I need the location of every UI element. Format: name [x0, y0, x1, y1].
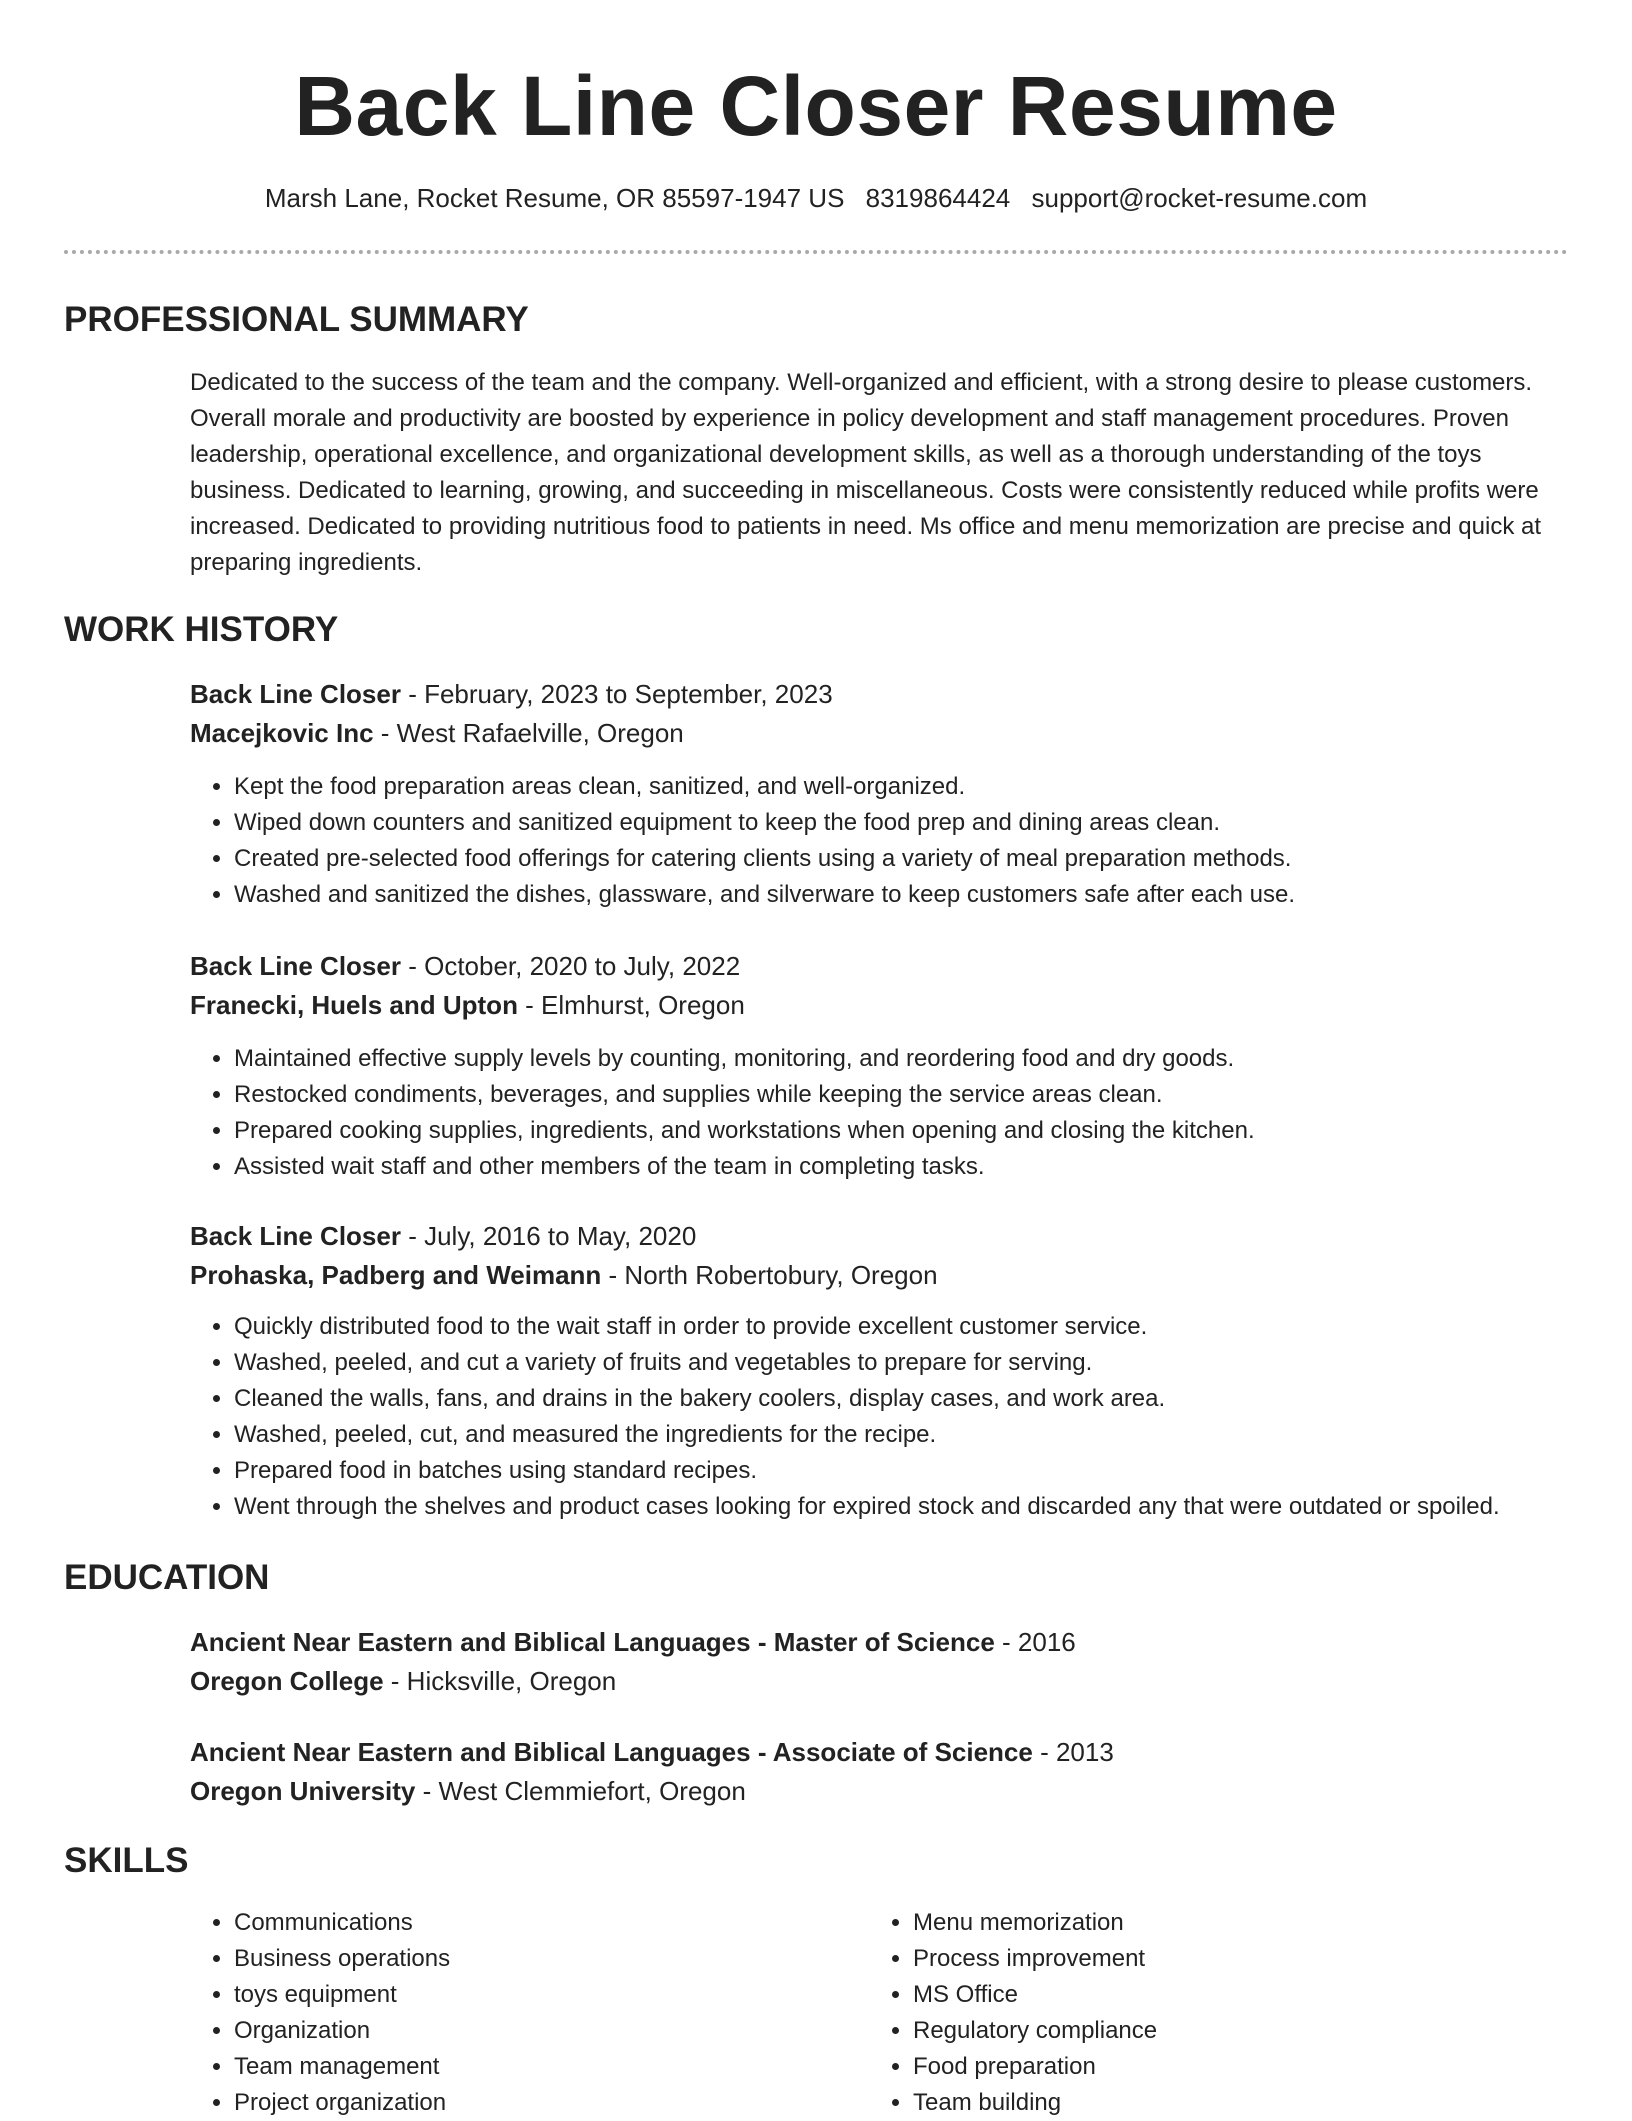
degree: Ancient Near Eastern and Biblical Languages - Associate of Science [190, 1737, 1033, 1767]
job-company-line [190, 986, 1570, 1025]
education-entry [190, 1623, 1570, 1701]
job-title: Back Line Closer [190, 951, 401, 981]
job-entry [190, 675, 1570, 913]
summary-section [190, 365, 1570, 581]
degree: Ancient Near Eastern and Biblical Languages - Master of Science [190, 1627, 995, 1657]
school: Oregon University [190, 1776, 416, 1806]
list-item: • Prepared cooking supplies, ingredients, and workstations when opening and closing the kitchen. [234, 1113, 1570, 1149]
skill-item: • toys equipment [234, 1977, 810, 2013]
list-item: • Washed, peeled, cut, and measured the ingredients for the recipe. [234, 1417, 1570, 1453]
job-company-line [190, 714, 1570, 753]
job-title-line [190, 675, 1570, 714]
skill-item: • Regulatory compliance [913, 2013, 1489, 2049]
skill-item: • Process improvement [913, 1941, 1489, 1977]
list-item: • Restocked condiments, beverages, and supplies while keeping the service areas clean. [234, 1077, 1570, 1113]
list-item: • Went through the shelves and product cases looking for expired stock and discarded any that were outdated or spoiled. [234, 1489, 1570, 1525]
resume-title: Back Line Closer Resume [294, 59, 1338, 153]
job-duties [190, 1041, 1570, 1185]
work-history-heading: WORK HISTORY [64, 610, 339, 649]
skill-item: • Food preparation [913, 2049, 1489, 2085]
list-item: • Cleaned the walls, fans, and drains in the bakery coolers, display cases, and work area. [234, 1381, 1570, 1417]
skill-item: • Team management [234, 2049, 810, 2085]
degree-year: - 2016 [994, 1627, 1076, 1657]
list-item: • Created pre-selected food offerings for catering clients using a variety of meal preparation methods. [234, 841, 1570, 877]
job-location: - North Robertobury, Oregon [601, 1260, 938, 1290]
job-company: Franecki, Huels and Upton [190, 990, 518, 1020]
job-location: - Elmhurst, Oregon [517, 990, 745, 1020]
job-company-line [190, 1256, 1570, 1295]
education-heading: EDUCATION [64, 1558, 270, 1597]
list-item: • Kept the food preparation areas clean, sanitized, and well-organized. [234, 769, 1570, 805]
school-line [190, 1772, 1570, 1811]
skill-item: • Project organization [234, 2085, 810, 2121]
header-divider [64, 250, 1568, 254]
list-item: • Maintained effective supply levels by counting, monitoring, and reordering food and dry goods. [234, 1041, 1570, 1077]
job-title-line [190, 1217, 1570, 1256]
list-item: • Quickly distributed food to the wait staff in order to provide excellent customer service. [234, 1309, 1570, 1345]
contact-line [0, 180, 1632, 216]
job-entry [190, 1217, 1570, 1525]
degree-year: - 2013 [1032, 1737, 1114, 1767]
skills-right-column [869, 1905, 1489, 2121]
school-location: - West Clemmiefort, Oregon [415, 1776, 746, 1806]
skill-item: • Communications [234, 1905, 810, 1941]
list-item: • Washed, peeled, and cut a variety of fruits and vegetables to prepare for serving. [234, 1345, 1570, 1381]
skills-heading: SKILLS [64, 1841, 189, 1880]
job-dates: - July, 2016 to May, 2020 [400, 1221, 697, 1251]
skill-item: • Business operations [234, 1941, 810, 1977]
list-item: • Assisted wait staff and other members of the team in completing tasks. [234, 1149, 1570, 1185]
job-dates: - February, 2023 to September, 2023 [400, 679, 833, 709]
skill-item: • MS Office [913, 1977, 1489, 2013]
job-company: Prohaska, Padberg and Weimann [190, 1260, 602, 1290]
job-title-line [190, 947, 1570, 986]
degree-line [190, 1623, 1570, 1662]
skill-item: • Organization [234, 2013, 810, 2049]
education-entry [190, 1733, 1570, 1811]
list-item: • Washed and sanitized the dishes, glassware, and silverware to keep customers safe after each use. [234, 877, 1570, 913]
list-item: • Wiped down counters and sanitized equipment to keep the food prep and dining areas clean. [234, 805, 1570, 841]
summary-text: Dedicated to the success of the team and the company. Well-organized and efficient, with a strong desire to please customers. Overall morale and productivity are boosted by experience in policy development and staff management procedures. Proven leadership, operational excellence, and organizational development skills, as well as a thorough understanding of the toys business. Dedicated to learning, growing, and succeeding in miscellaneous. Costs were consistently reduced while profits were increased. Dedicated to providing nutritious food to patients in need. Ms office and menu memorization are precise and quick at preparing ingredients. [190, 369, 1541, 576]
job-duties [190, 769, 1570, 913]
school-location: - Hicksville, Oregon [383, 1666, 617, 1696]
school: Oregon College [190, 1666, 384, 1696]
job-company: Macejkovic Inc [190, 718, 374, 748]
contact-email: support@rocket-resume.com [1031, 183, 1368, 213]
contact-phone: 8319864424 [865, 183, 1011, 213]
job-entry [190, 947, 1570, 1185]
skill-item: • Menu memorization [913, 1905, 1489, 1941]
skills-left-column [190, 1905, 810, 2121]
summary-heading: PROFESSIONAL SUMMARY [64, 300, 529, 339]
skills-list [869, 1905, 1489, 2121]
school-line [190, 1662, 1570, 1701]
skills-list [190, 1905, 810, 2121]
job-title: Back Line Closer [190, 1221, 401, 1251]
contact-address: Marsh Lane, Rocket Resume, OR 85597-1947 US [264, 183, 845, 213]
job-duties [190, 1309, 1570, 1525]
job-location: - West Rafaelville, Oregon [373, 718, 684, 748]
list-item: • Prepared food in batches using standard recipes. [234, 1453, 1570, 1489]
job-title: Back Line Closer [190, 679, 401, 709]
job-dates: - October, 2020 to July, 2022 [400, 951, 741, 981]
degree-line [190, 1733, 1570, 1772]
skill-item: • Team building [913, 2085, 1489, 2121]
